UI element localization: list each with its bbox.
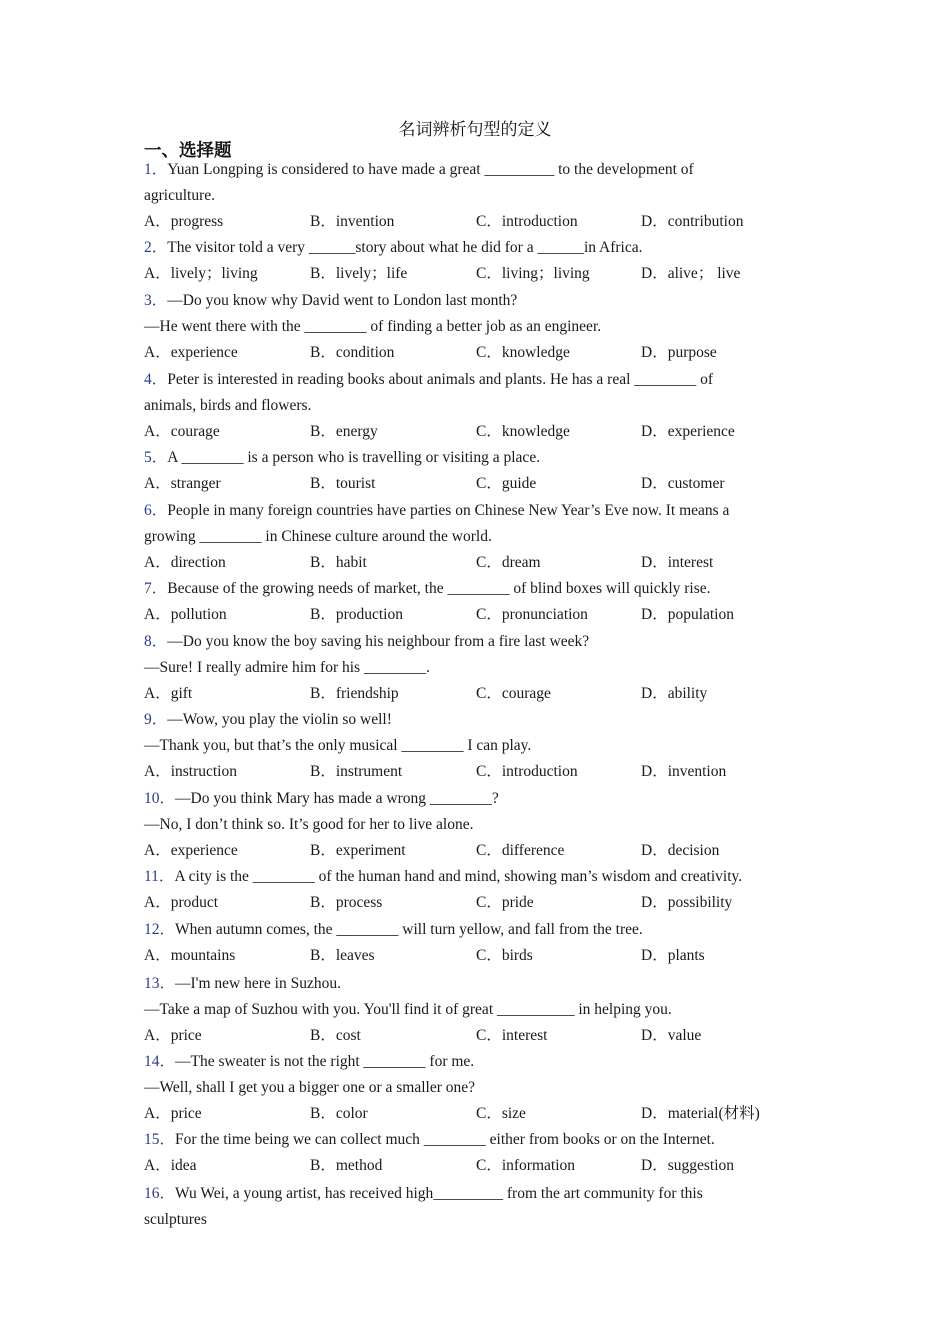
answer-option[interactable]: A．mountains (144, 947, 236, 964)
question-text: People in many foreign countries have parties on Chinese New Year’s Eve now. It means a (167, 502, 730, 519)
question-stem (144, 238, 643, 258)
section-heading: 一、选择题 (144, 141, 232, 161)
answer-option[interactable]: A．pollution (144, 606, 227, 623)
answer-option[interactable]: C．interest (476, 1027, 548, 1044)
question-text: Wu Wei, a young artist, has received high_________ from the art community for this (175, 1185, 703, 1202)
question-number: 15． (144, 1131, 176, 1148)
answer-option[interactable]: D．purpose (641, 344, 717, 361)
answer-option[interactable]: B．process (310, 894, 383, 911)
answer-option[interactable]: C．guide (476, 475, 537, 492)
question-text: agriculture. (144, 187, 216, 204)
question-text: growing ________ in Chinese culture around the world. (144, 528, 492, 545)
answer-option[interactable]: C．pronunciation (476, 606, 588, 623)
question-stem-continued (144, 186, 215, 206)
question-text: Yuan Longping is considered to have made a great _________ to the development of (167, 161, 694, 178)
answer-option[interactable]: D．population (641, 606, 734, 623)
answer-option[interactable]: C．courage (476, 685, 551, 702)
answer-option[interactable]: D．contribution (641, 213, 744, 230)
question-stem-continued (144, 396, 311, 416)
question-text: A ________ is a person who is travelling or visiting a place. (167, 449, 541, 466)
question-text: —Thank you, but that’s the only musical ________ I can play. (144, 737, 532, 754)
answer-option[interactable]: B．friendship (310, 685, 399, 702)
answer-option[interactable]: B．instrument (310, 763, 403, 780)
question-text: —Wow, you play the violin so well! (167, 711, 392, 728)
answer-option[interactable]: C．knowledge (476, 423, 570, 440)
question-stem (144, 974, 341, 994)
question-number: 16． (144, 1185, 176, 1202)
question-stem (144, 1052, 474, 1072)
question-number: 5． (144, 449, 168, 466)
question-text: —Well, shall I get you a bigger one or a smaller one? (144, 1079, 476, 1096)
answer-option[interactable]: B．color (310, 1105, 368, 1122)
answer-option[interactable]: D．possibility (641, 894, 733, 911)
question-stem-continued (144, 1078, 475, 1098)
answer-option[interactable]: D．interest (641, 554, 714, 571)
question-text: —I'm new here in Suzhou. (175, 975, 341, 992)
answer-option[interactable]: B．experiment (310, 842, 406, 859)
question-stem (144, 710, 392, 730)
question-stem (144, 867, 742, 887)
question-text: When autumn comes, the ________ will turn yellow, and fall from the tree. (175, 921, 643, 938)
question-text: A city is the ________ of the human hand and mind, showing man’s wisdom and creativity. (174, 868, 743, 885)
answer-option[interactable]: B．production (310, 606, 403, 623)
answer-option[interactable]: B．energy (310, 423, 378, 440)
answer-option[interactable]: B．condition (310, 344, 395, 361)
answer-option[interactable]: A．experience (144, 842, 238, 859)
answer-option[interactable]: D．material(材料) (641, 1105, 760, 1122)
question-text: —The sweater is not the right ________ for me. (175, 1053, 475, 1070)
question-number: 3． (144, 292, 168, 309)
answer-option[interactable]: A．stranger (144, 475, 221, 492)
answer-option[interactable]: D．decision (641, 842, 720, 859)
question-text: —He went there with the ________ of finding a better job as an engineer. (144, 318, 602, 335)
question-stem (144, 370, 713, 390)
question-stem-continued (144, 1210, 207, 1230)
answer-option[interactable]: A．idea (144, 1157, 197, 1174)
answer-option[interactable]: A．direction (144, 554, 226, 571)
answer-option[interactable]: A．experience (144, 344, 238, 361)
answer-option[interactable]: C．knowledge (476, 344, 570, 361)
question-stem (144, 1130, 715, 1150)
answer-option[interactable]: A．courage (144, 423, 220, 440)
question-stem (144, 632, 589, 652)
question-number: 4． (144, 371, 168, 388)
answer-option[interactable]: A．lively；living (144, 265, 258, 282)
question-number: 11． (144, 868, 175, 885)
question-number: 2． (144, 239, 168, 256)
question-text: Because of the growing needs of market, the ________ of blind boxes will quickly rise. (167, 580, 711, 597)
question-number: 1． (144, 161, 168, 178)
answer-option[interactable]: C．birds (476, 947, 533, 964)
answer-option[interactable]: B．method (310, 1157, 383, 1174)
answer-option[interactable]: C．dream (476, 554, 541, 571)
question-stem-continued (144, 658, 430, 678)
question-number: 14． (144, 1053, 176, 1070)
question-number: 10． (144, 790, 176, 807)
question-text: For the time being we can collect much ________ either from books or on the Internet. (175, 1131, 715, 1148)
answer-option[interactable]: C．introduction (476, 763, 578, 780)
question-stem (144, 448, 540, 468)
answer-option[interactable]: D．value (641, 1027, 702, 1044)
answer-option[interactable]: D．suggestion (641, 1157, 735, 1174)
answer-option[interactable]: A．price (144, 1027, 202, 1044)
answer-option[interactable]: C．information (476, 1157, 576, 1174)
question-stem-continued (144, 527, 492, 547)
answer-option[interactable]: A．price (144, 1105, 202, 1122)
answer-option[interactable]: A．gift (144, 685, 193, 702)
question-stem-continued (144, 815, 473, 835)
answer-option[interactable]: B．lively；life (310, 265, 408, 282)
question-stem (144, 789, 499, 809)
answer-option[interactable]: D．experience (641, 423, 735, 440)
answer-option[interactable]: D．invention (641, 763, 727, 780)
answer-option[interactable]: C．difference (476, 842, 565, 859)
answer-option[interactable]: D．ability (641, 685, 708, 702)
answer-option[interactable]: B．tourist (310, 475, 376, 492)
answer-option[interactable]: D．customer (641, 475, 725, 492)
question-number: 7． (144, 580, 168, 597)
answer-option[interactable]: B．invention (310, 213, 395, 230)
answer-option[interactable]: B．habit (310, 554, 367, 571)
answer-option[interactable]: C．introduction (476, 213, 578, 230)
question-text: —No, I don’t think so. It’s good for her to live alone. (144, 816, 474, 833)
answer-option[interactable]: D．plants (641, 947, 705, 964)
question-text: —Sure! I really admire him for his ________. (144, 659, 430, 676)
question-stem (144, 920, 643, 940)
answer-option[interactable]: B．leaves (310, 947, 375, 964)
question-text: Peter is interested in reading books about animals and plants. He has a real ________ of (167, 371, 714, 388)
question-stem-continued (144, 1000, 672, 1020)
question-stem (144, 579, 711, 599)
question-text: sculptures (144, 1211, 207, 1228)
answer-option[interactable]: C．size (476, 1105, 526, 1122)
answer-option[interactable]: C．pride (476, 894, 534, 911)
question-stem-continued (144, 736, 531, 756)
question-stem-continued (144, 317, 601, 337)
question-stem (144, 291, 517, 311)
answer-option[interactable]: B．cost (310, 1027, 361, 1044)
question-number: 6． (144, 502, 168, 519)
question-text: animals, birds and flowers. (144, 397, 312, 414)
answer-option[interactable]: A．progress (144, 213, 224, 230)
question-number: 13． (144, 975, 176, 992)
question-text: The visitor told a very ______story about what he did for a ______in Africa. (167, 239, 643, 256)
question-stem (144, 501, 729, 521)
answer-option[interactable]: A．product (144, 894, 219, 911)
question-stem (144, 1184, 703, 1204)
question-text: —Do you think Mary has made a wrong ________? (175, 790, 499, 807)
question-number: 9． (144, 711, 168, 728)
answer-option[interactable]: C．living；living (476, 265, 590, 282)
answer-option[interactable]: A．instruction (144, 763, 237, 780)
page-title: 名词辨析句型的定义 (398, 120, 552, 140)
answer-option[interactable]: D．alive； live (641, 265, 741, 282)
question-number: 12． (144, 921, 176, 938)
question-text: —Do you know the boy saving his neighbour from a fire last week? (167, 633, 590, 650)
question-text: —Do you know why David went to London last month? (167, 292, 518, 309)
question-stem (144, 160, 694, 180)
question-number: 8． (144, 633, 168, 650)
question-text: —Take a map of Suzhou with you. You'll find it of great __________ in helping you. (144, 1001, 672, 1018)
